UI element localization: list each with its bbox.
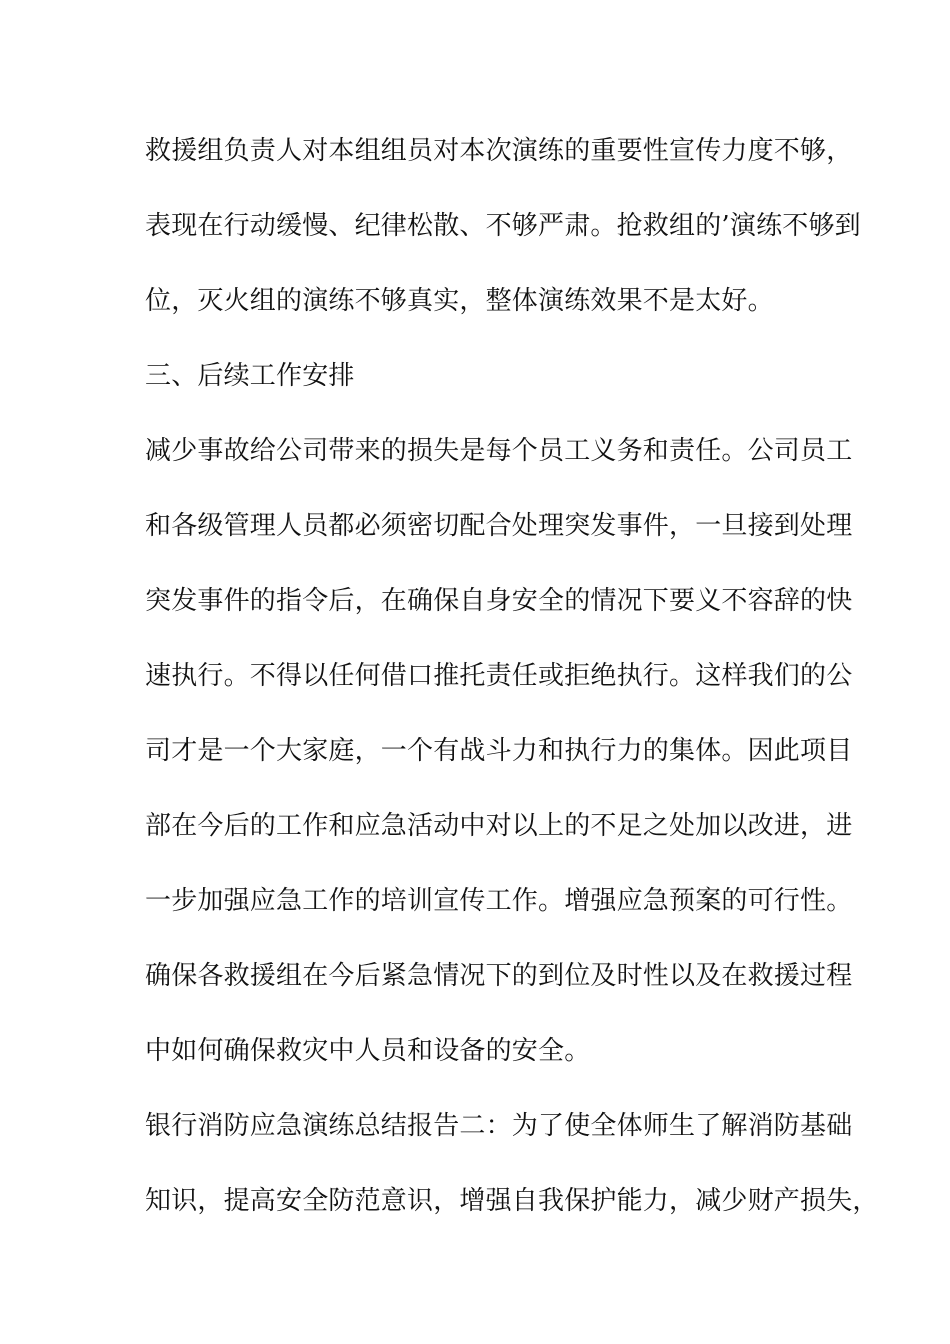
- paragraph-line: 确保各救援组在今后紧急情况下的到位及时性以及在救援过程: [145, 961, 853, 991]
- paragraph-line: 知识，提高安全防范意识，增强自我保护能力，减少财产损失，: [145, 1186, 879, 1216]
- paragraph-line: 银行消防应急演练总结报告二：为了使全体师生了解消防基础: [145, 1111, 853, 1141]
- paragraph-line: 位，灭火组的演练不够真实，整体演练效果不是太好。: [145, 286, 774, 316]
- paragraph-line: 救援组负责人对本组组员对本次演练的重要性宣传力度不够，: [145, 136, 853, 166]
- paragraph-line: 和各级管理人员都必须密切配合处理突发事件，一旦接到处理: [145, 511, 853, 541]
- paragraph-line: 速执行。不得以任何借口推托责任或拒绝执行。这样我们的公: [145, 661, 853, 691]
- section-heading: 三、后续工作安排: [145, 361, 355, 391]
- paragraph-line: 表现在行动缓慢、纪律松散、不够严肃。抢救组的’演练不够到: [145, 211, 861, 241]
- paragraph-line: 减少事故给公司带来的损失是每个员工义务和责任。公司员工: [145, 436, 853, 466]
- paragraph-line: 司才是一个大家庭，一个有战斗力和执行力的集体。因此项目: [145, 736, 853, 766]
- paragraph-line: 突发事件的指令后，在确保自身安全的情况下要义不容辞的快: [145, 586, 853, 616]
- paragraph-line: 一步加强应急工作的培训宣传工作。增强应急预案的可行性。: [145, 886, 853, 916]
- paragraph-line: 部在今后的工作和应急活动中对以上的不足之处加以改进，进: [145, 811, 853, 841]
- paragraph-line: 中如何确保救灾中人员和设备的安全。: [145, 1036, 591, 1066]
